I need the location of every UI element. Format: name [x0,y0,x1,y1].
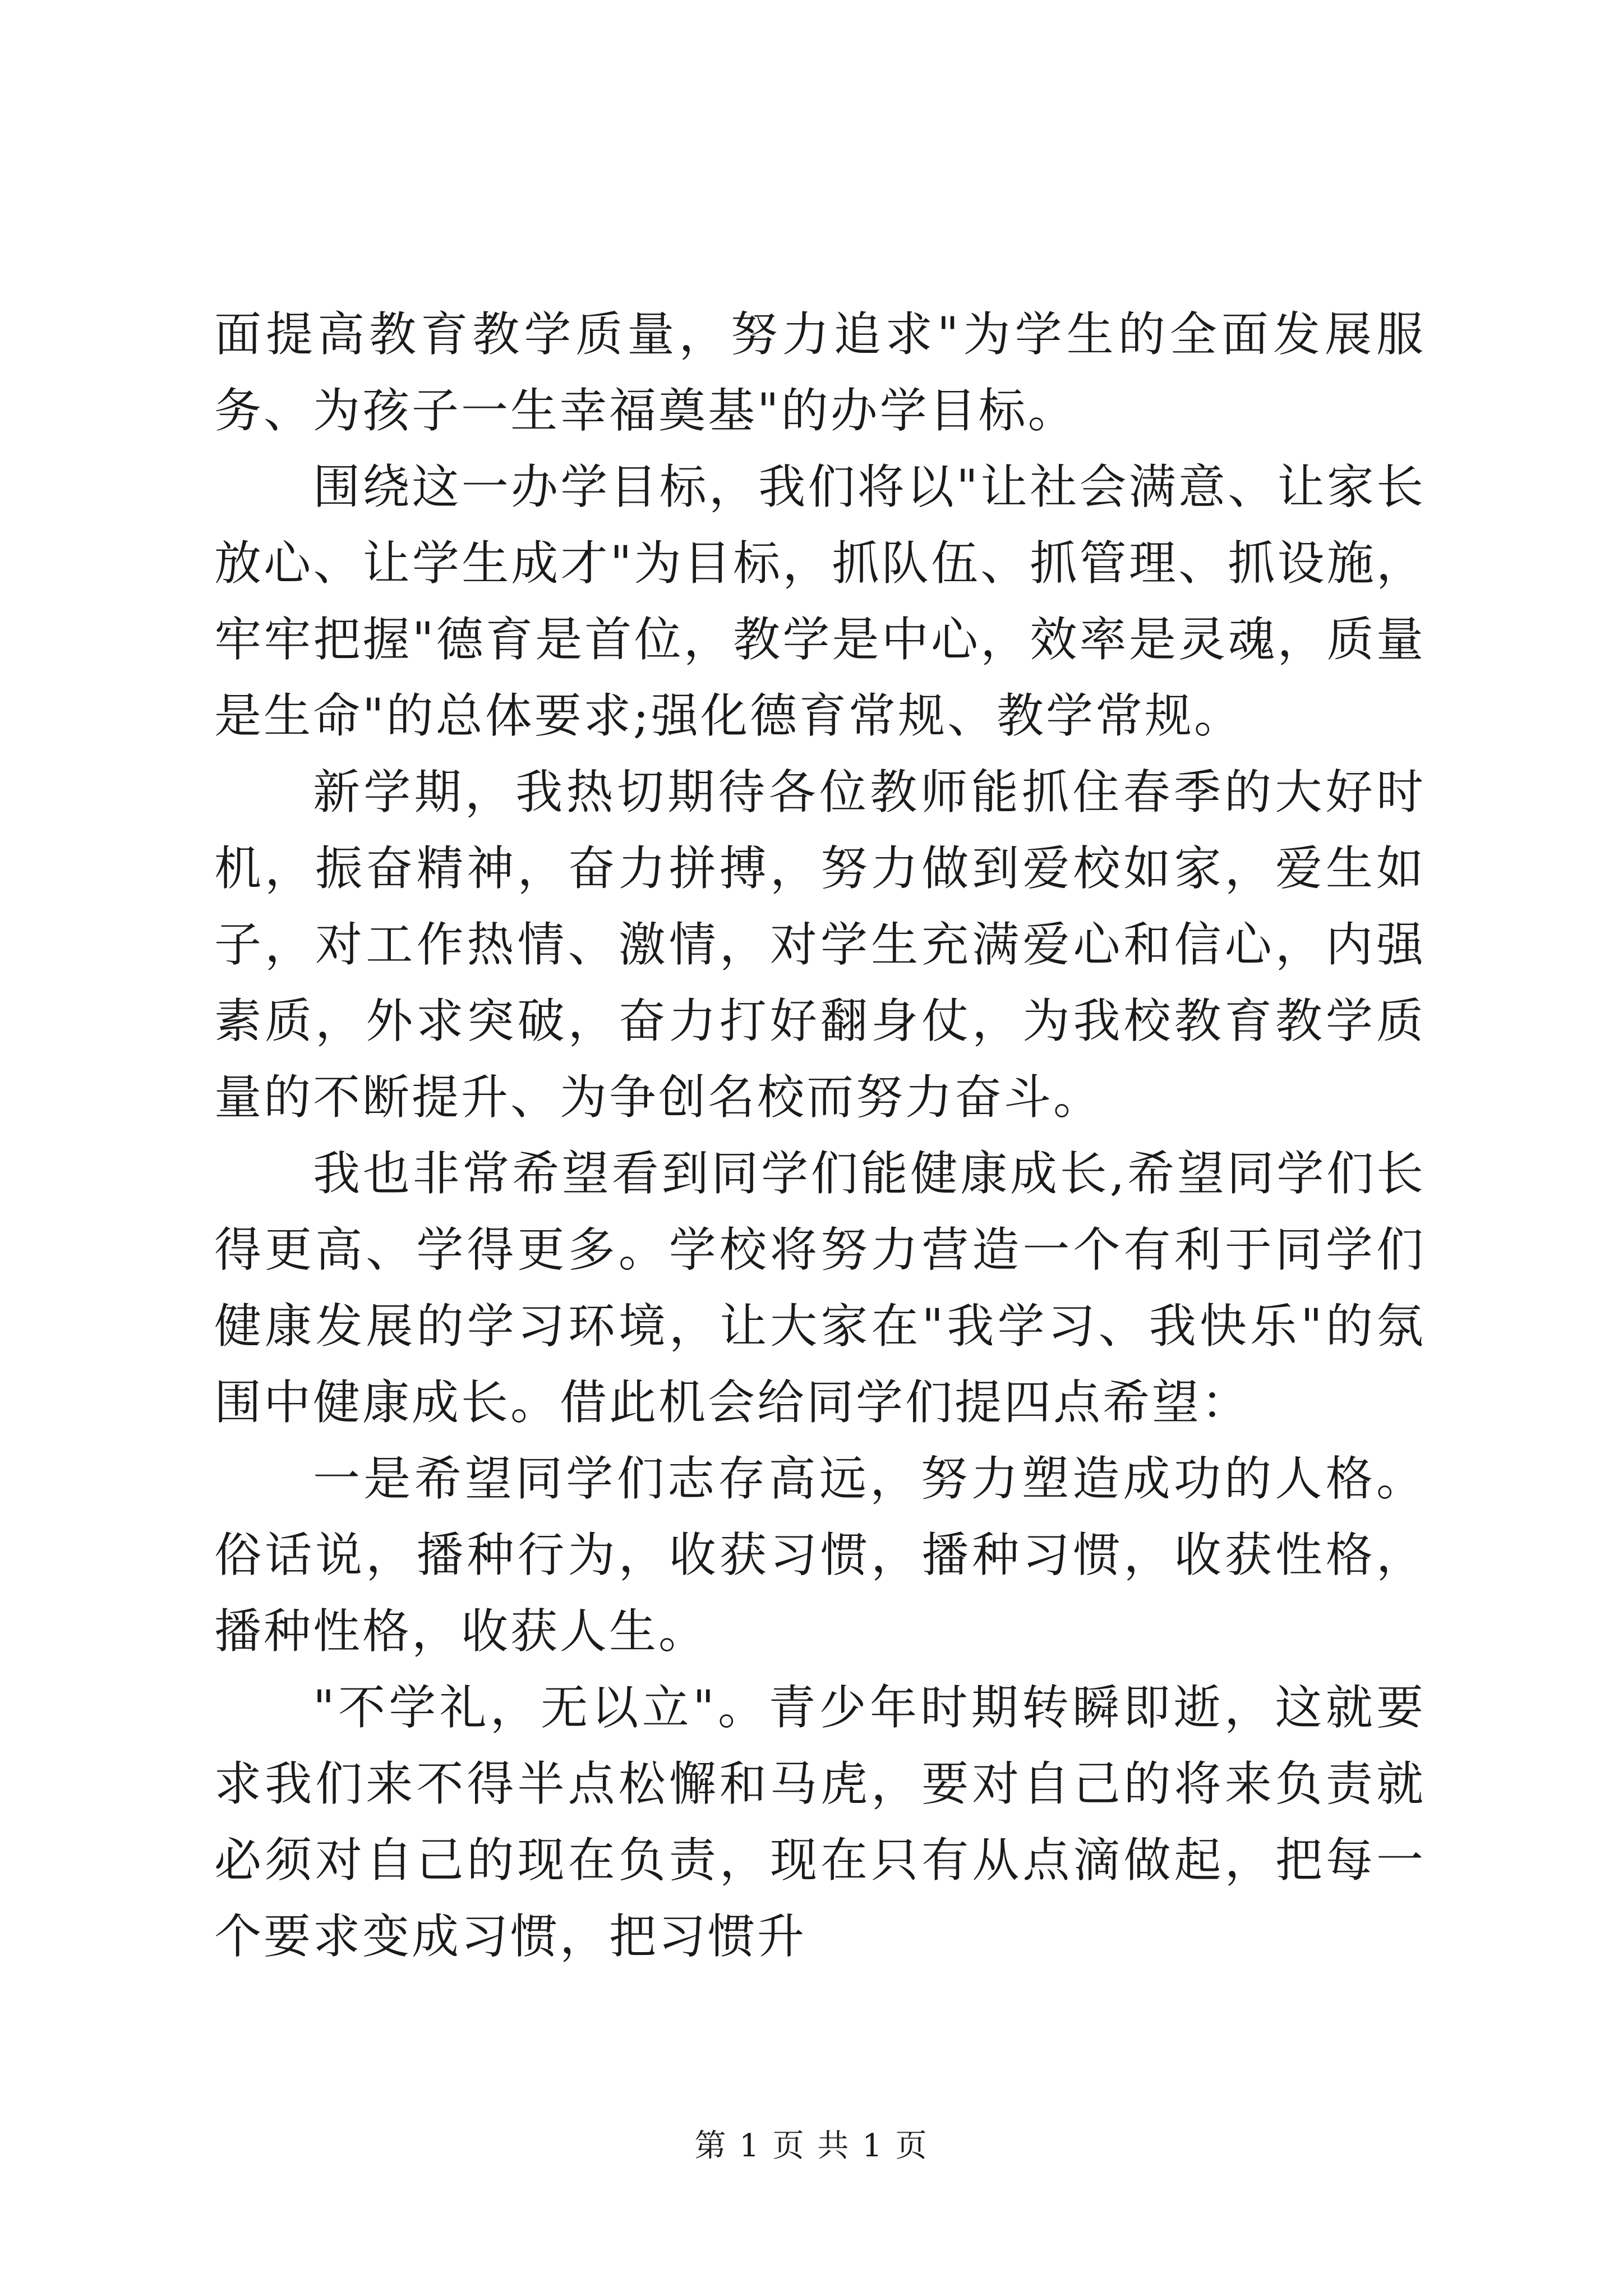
paragraph-continuation: 面提高教育教学质量，努力追求"为学生的全面发展服务、为孩子一生幸福奠基"的办学目标。 [214,307,1426,438]
paragraph: 新学期，我热切期待各位教师能抓住春季的大好时机，振奋精神，奋力拼搏，努力做到爱校如家，爱生如子，对工作热情、激情，对学生充满爱心和信心，内强素质，外求突破，奋力打好翻身仗，为我校教育教学质量的不断提升、为争创名校而努力奋斗。 [214,765,1426,1125]
paragraph: 围绕这一办学目标，我们将以"让社会满意、让家长放心、让学生成才"为目标，抓队伍、抓管理、抓设施，牢牢把握"德育是首位，教学是中心，效率是灵魂，质量是生命"的总体要求;强化德育常规、教学常规。 [214,459,1426,743]
paragraph: 我也非常希望看到同学们能健康成长,希望同学们长得更高、学得更多。学校将努力营造一个有利于同学们健康发展的学习环境，让大家在"我学习、我快乐"的氛围中健康成长。借此机会给同学们提四点希望： [214,1146,1426,1430]
paragraph: 一是希望同学们志存高远，努力塑造成功的人格。俗话说，播种行为，收获习惯，播种习惯，收获性格，播种性格，收获人生。 [214,1451,1426,1659]
page-number-footer: 第 1 页 共 1 页 [694,2128,929,2164]
paragraph: "不学礼，无以立"。青少年时期转瞬即逝，这就要求我们来不得半点松懈和马虎，要对自己的将来负责就必须对自己的现在负责，现在只有从点滴做起，把每一个要求变成习惯，把习惯升 [214,1680,1426,1964]
document-body [214,296,1426,1975]
